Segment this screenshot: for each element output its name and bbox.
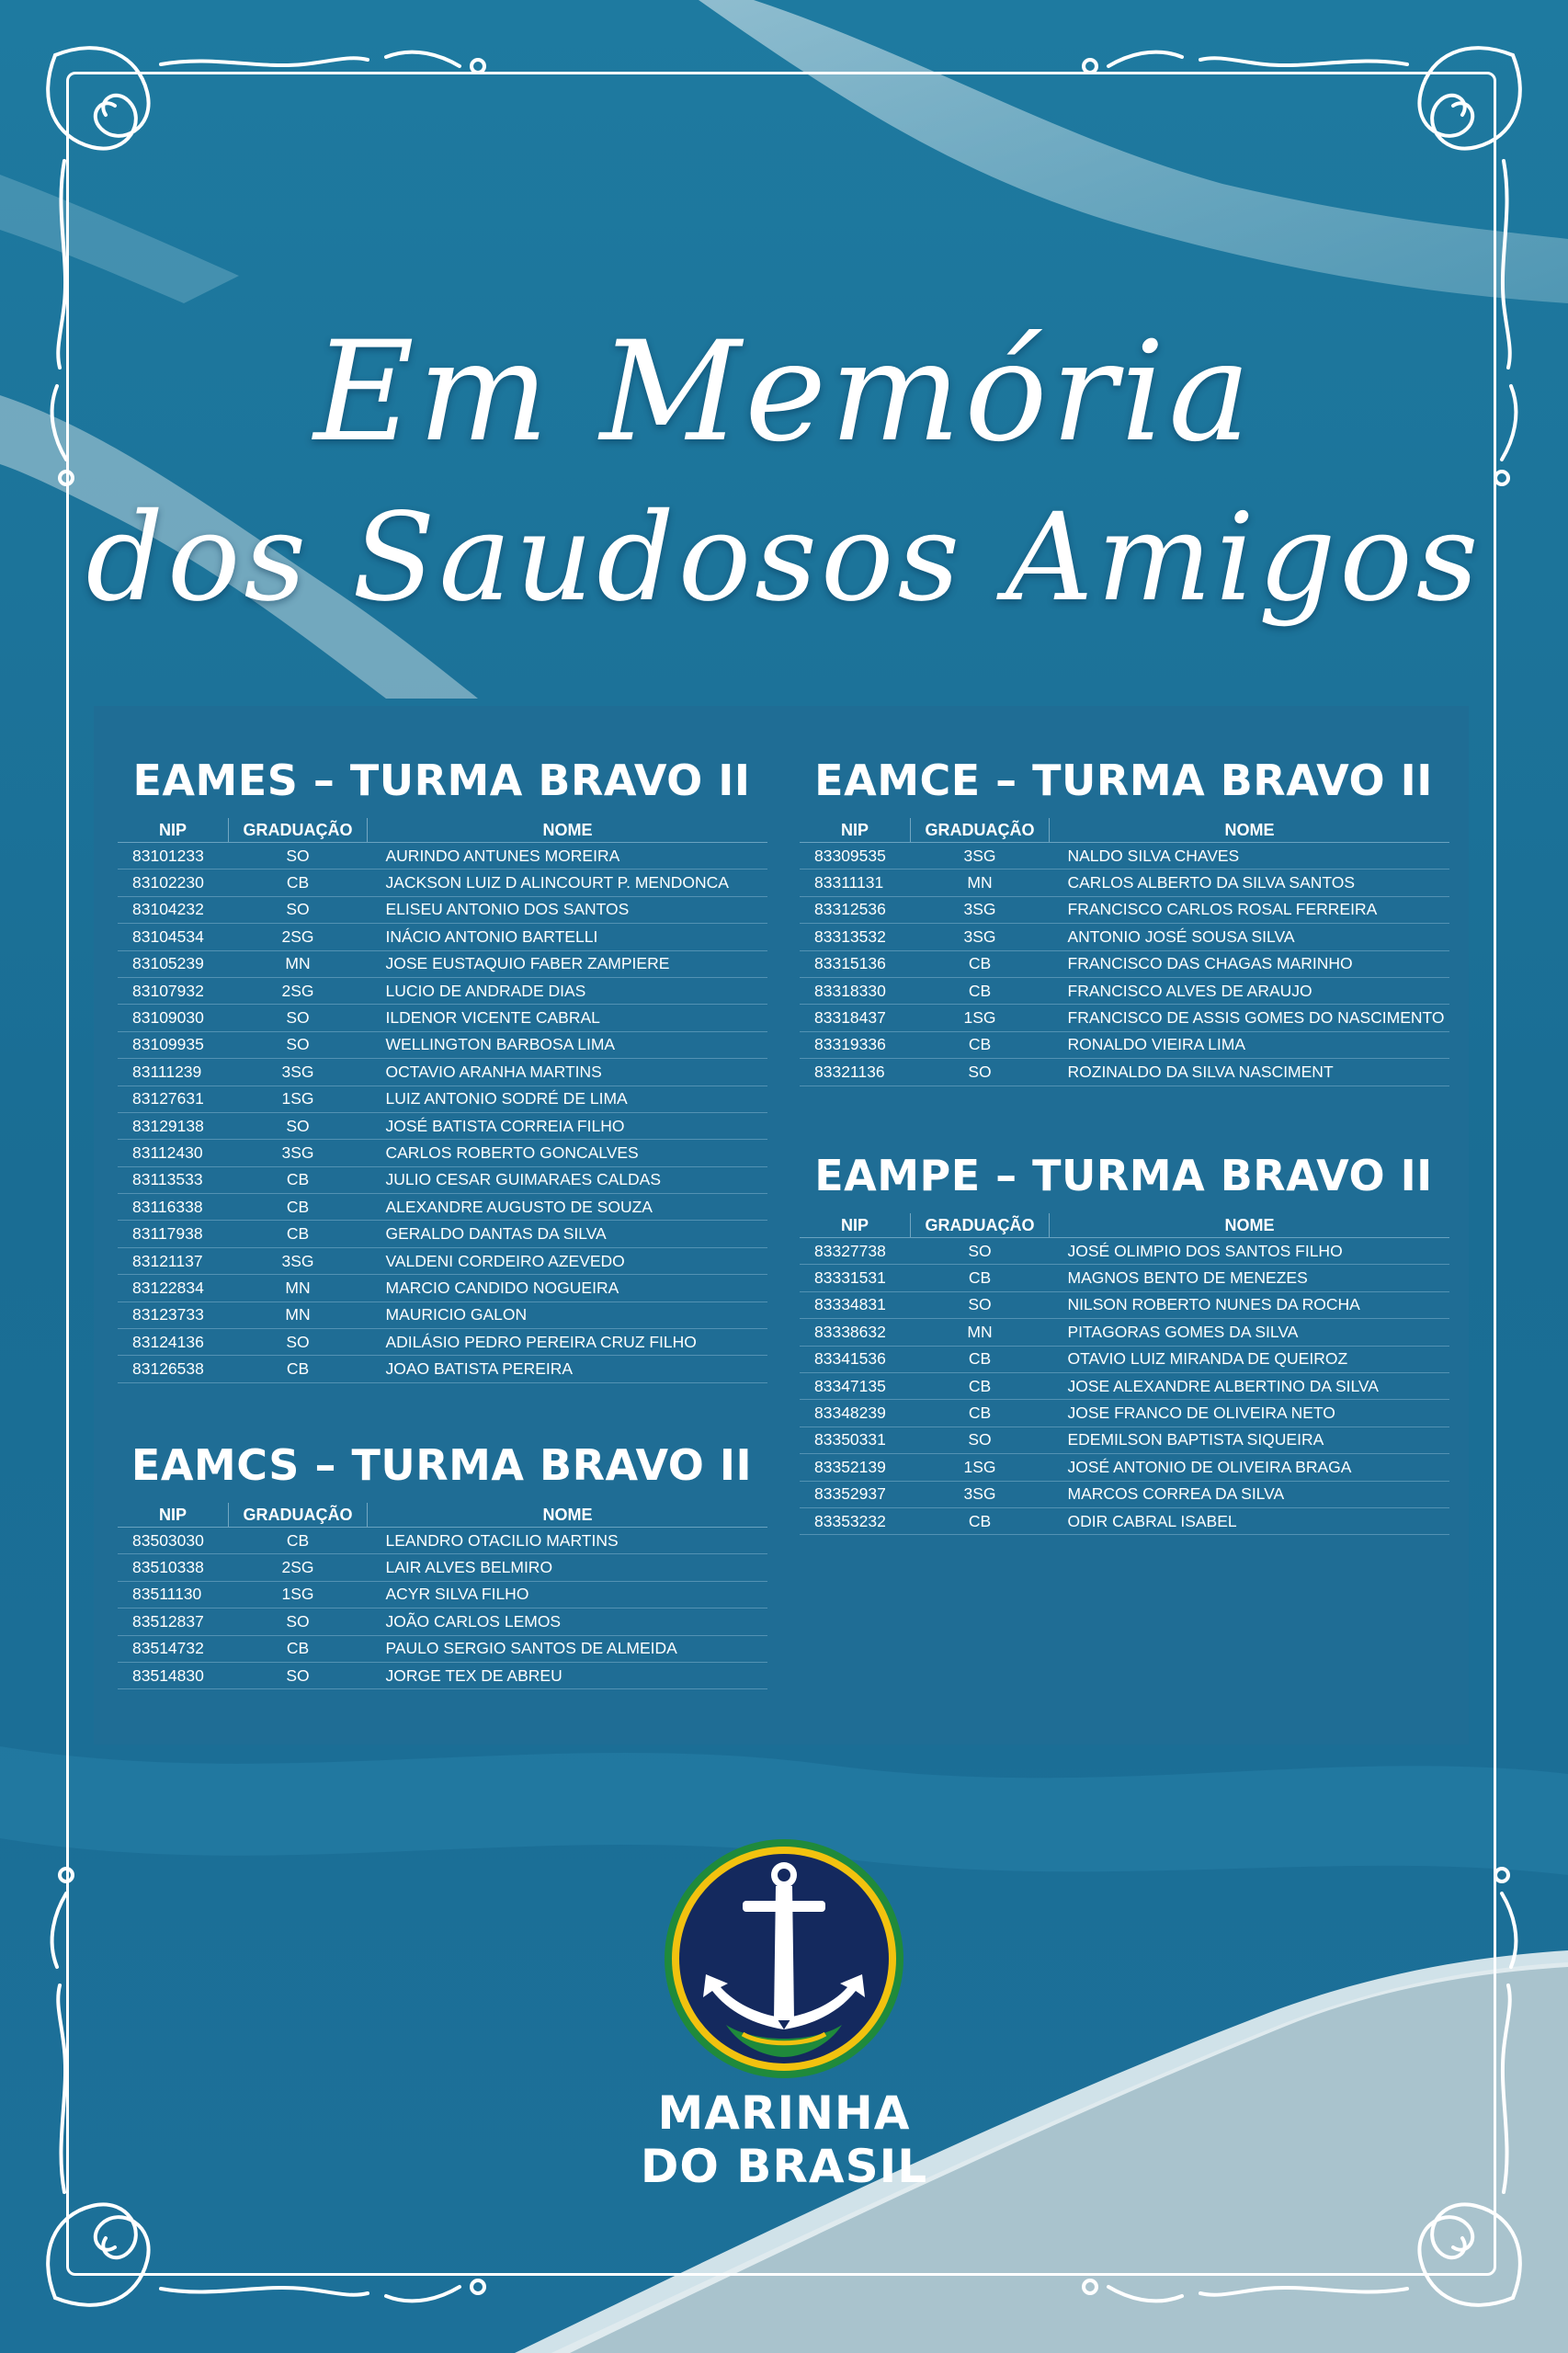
nip-cell: 83105239 xyxy=(118,950,229,977)
table-row xyxy=(118,1302,767,1328)
graduacao-cell: CB xyxy=(229,1528,368,1554)
nip-cell: 83334831 xyxy=(800,1291,911,1318)
nome-cell: INÁCIO ANTONIO BARTELLI xyxy=(368,924,768,950)
nip-cell: 83123733 xyxy=(118,1302,229,1328)
nome-cell: MARCOS CORREA DA SILVA xyxy=(1050,1481,1450,1507)
brand-line-2: DO BRASIL xyxy=(640,2140,928,2193)
memorial-table xyxy=(118,1503,767,1689)
nome-cell: LAIR ALVES BELMIRO xyxy=(368,1554,768,1581)
section-title: EAMES – TURMA BRAVO II xyxy=(132,756,751,805)
graduacao-cell: CB xyxy=(229,1635,368,1662)
nip-cell: 83514732 xyxy=(118,1635,229,1662)
nip-cell: 83318330 xyxy=(800,977,911,1004)
header-nip: NIP xyxy=(800,1213,911,1238)
graduacao-cell: MN xyxy=(911,870,1050,896)
nip-cell: 83312536 xyxy=(800,896,911,923)
table-header-row xyxy=(800,1213,1449,1238)
nome-cell: ODIR CABRAL ISABEL xyxy=(1050,1507,1450,1534)
graduacao-cell: MN xyxy=(229,1302,368,1328)
nip-cell: 83327738 xyxy=(800,1238,911,1265)
table-row xyxy=(118,1608,767,1635)
nome-cell: FRANCISCO DE ASSIS GOMES DO NASCIMENTO xyxy=(1050,1005,1450,1031)
table-row xyxy=(800,1427,1449,1453)
nome-cell: MARCIO CANDIDO NOGUEIRA xyxy=(368,1275,768,1302)
table-row xyxy=(118,1356,767,1382)
nip-cell: 83129138 xyxy=(118,1112,229,1139)
header-nome: NOME xyxy=(368,818,768,843)
table-row xyxy=(800,870,1449,896)
nip-cell: 83319336 xyxy=(800,1031,911,1058)
nip-cell: 83109030 xyxy=(118,1005,229,1031)
table-header-row xyxy=(800,818,1449,843)
table-row xyxy=(118,1247,767,1274)
nip-cell: 83111239 xyxy=(118,1059,229,1086)
table-row xyxy=(118,977,767,1004)
table-row xyxy=(800,1507,1449,1534)
header-nip: NIP xyxy=(800,818,911,843)
table-row xyxy=(800,1059,1449,1086)
graduacao-cell: SO xyxy=(229,1608,368,1635)
nome-cell: JOAO BATISTA PEREIRA xyxy=(368,1356,768,1382)
header-graduacao: GRADUAÇÃO xyxy=(911,1213,1050,1238)
table-row xyxy=(118,1528,767,1554)
table-header-row xyxy=(118,1503,767,1528)
title-line-2: dos Saudosos Amigos xyxy=(85,487,1483,629)
table-row xyxy=(800,1454,1449,1481)
table-row xyxy=(800,1481,1449,1507)
table-row xyxy=(118,1086,767,1112)
nip-cell: 83348239 xyxy=(800,1400,911,1427)
table-row xyxy=(800,1005,1449,1031)
nip-cell: 83313532 xyxy=(800,924,911,950)
graduacao-cell: MN xyxy=(229,950,368,977)
nip-cell: 83510338 xyxy=(118,1554,229,1581)
section-eamcs xyxy=(118,1437,766,1689)
graduacao-cell: SO xyxy=(229,1005,368,1031)
table-row xyxy=(118,1581,767,1608)
table-row xyxy=(118,1031,767,1058)
table-row xyxy=(800,1291,1449,1318)
nip-cell: 83101233 xyxy=(118,843,229,870)
graduacao-cell: 3SG xyxy=(229,1247,368,1274)
nome-cell: JACKSON LUIZ D ALINCOURT P. MENDONCA xyxy=(368,870,768,896)
nome-cell: ANTONIO JOSÉ SOUSA SILVA xyxy=(1050,924,1450,950)
nome-cell: JULIO CESAR GUIMARAES CALDAS xyxy=(368,1166,768,1193)
nip-cell: 83315136 xyxy=(800,950,911,977)
graduacao-cell: 1SG xyxy=(229,1581,368,1608)
table-row xyxy=(800,1372,1449,1399)
graduacao-cell: CB xyxy=(911,1031,1050,1058)
graduacao-cell: CB xyxy=(229,1166,368,1193)
table-row xyxy=(118,924,767,950)
graduacao-cell: 3SG xyxy=(229,1059,368,1086)
table-row xyxy=(800,1319,1449,1346)
nome-cell: ELISEU ANTONIO DOS SANTOS xyxy=(368,896,768,923)
graduacao-cell: 2SG xyxy=(229,924,368,950)
nome-cell: JOSÉ OLIMPIO DOS SANTOS FILHO xyxy=(1050,1238,1450,1265)
graduacao-cell: 1SG xyxy=(911,1005,1050,1031)
graduacao-cell: CB xyxy=(229,1221,368,1247)
table-row xyxy=(118,1329,767,1356)
nip-cell: 83321136 xyxy=(800,1059,911,1086)
brand-line-1: MARINHA xyxy=(657,2086,911,2140)
graduacao-cell: CB xyxy=(911,1265,1050,1291)
header-nome: NOME xyxy=(1050,818,1450,843)
nip-cell: 83109935 xyxy=(118,1031,229,1058)
graduacao-cell: 3SG xyxy=(911,843,1050,870)
graduacao-cell: MN xyxy=(911,1319,1050,1346)
header-graduacao: GRADUAÇÃO xyxy=(229,1503,368,1528)
table-row xyxy=(800,1238,1449,1265)
nome-cell: JOSÉ ANTONIO DE OLIVEIRA BRAGA xyxy=(1050,1454,1450,1481)
header-graduacao: GRADUAÇÃO xyxy=(229,818,368,843)
table-row xyxy=(800,1265,1449,1291)
header-nome: NOME xyxy=(368,1503,768,1528)
table-row xyxy=(118,1059,767,1086)
nome-cell: FRANCISCO DAS CHAGAS MARINHO xyxy=(1050,950,1450,977)
nome-cell: JOSE FRANCO DE OLIVEIRA NETO xyxy=(1050,1400,1450,1427)
graduacao-cell: SO xyxy=(229,1031,368,1058)
graduacao-cell: CB xyxy=(911,1507,1050,1534)
nip-cell: 83126538 xyxy=(118,1356,229,1382)
nip-cell: 83112430 xyxy=(118,1140,229,1166)
section-title: EAMCE – TURMA BRAVO II xyxy=(814,756,1433,805)
graduacao-cell: SO xyxy=(911,1427,1050,1453)
memorial-table xyxy=(800,1213,1449,1535)
nome-cell: ALEXANDRE AUGUSTO DE SOUZA xyxy=(368,1194,768,1221)
nome-cell: GERALDO DANTAS DA SILVA xyxy=(368,1221,768,1247)
nome-cell: NILSON ROBERTO NUNES DA ROCHA xyxy=(1050,1291,1450,1318)
nip-cell: 83107932 xyxy=(118,977,229,1004)
nome-cell: MAGNOS BENTO DE MENEZES xyxy=(1050,1265,1450,1291)
graduacao-cell: 2SG xyxy=(229,977,368,1004)
table-row xyxy=(118,1140,767,1166)
nome-cell: MAURICIO GALON xyxy=(368,1302,768,1328)
nip-cell: 83512837 xyxy=(118,1608,229,1635)
nip-cell: 83511130 xyxy=(118,1581,229,1608)
table-row xyxy=(800,950,1449,977)
header-nome: NOME xyxy=(1050,1213,1450,1238)
table-row xyxy=(800,1346,1449,1372)
graduacao-cell: 3SG xyxy=(229,1140,368,1166)
nip-cell: 83331531 xyxy=(800,1265,911,1291)
nome-cell: OCTAVIO ARANHA MARTINS xyxy=(368,1059,768,1086)
nip-cell: 83116338 xyxy=(118,1194,229,1221)
nome-cell: JOÃO CARLOS LEMOS xyxy=(368,1608,768,1635)
nip-cell: 83121137 xyxy=(118,1247,229,1274)
table-row xyxy=(800,977,1449,1004)
memorial-table xyxy=(800,818,1449,1086)
table-row xyxy=(118,1221,767,1247)
nip-cell: 83503030 xyxy=(118,1528,229,1554)
nome-cell: JOSÉ BATISTA CORREIA FILHO xyxy=(368,1112,768,1139)
graduacao-cell: SO xyxy=(911,1238,1050,1265)
memorial-table xyxy=(118,818,767,1383)
nip-cell: 83353232 xyxy=(800,1507,911,1534)
table-row xyxy=(800,1031,1449,1058)
nome-cell: PAULO SERGIO SANTOS DE ALMEIDA xyxy=(368,1635,768,1662)
nip-cell: 83113533 xyxy=(118,1166,229,1193)
nip-cell: 83338632 xyxy=(800,1319,911,1346)
nip-cell: 83104534 xyxy=(118,924,229,950)
section-eampe xyxy=(800,1147,1448,1535)
section-eames xyxy=(118,752,766,1383)
nome-cell: ACYR SILVA FILHO xyxy=(368,1581,768,1608)
table-header-row xyxy=(118,818,767,843)
table-row xyxy=(118,1275,767,1302)
nome-cell: FRANCISCO ALVES DE ARAUJO xyxy=(1050,977,1450,1004)
graduacao-cell: SO xyxy=(229,843,368,870)
nome-cell: AURINDO ANTUNES MOREIRA xyxy=(368,843,768,870)
graduacao-cell: SO xyxy=(911,1291,1050,1318)
graduacao-cell: CB xyxy=(229,870,368,896)
table-row xyxy=(118,1554,767,1581)
nome-cell: FRANCISCO CARLOS ROSAL FERREIRA xyxy=(1050,896,1450,923)
graduacao-cell: CB xyxy=(229,1356,368,1382)
section-eamce xyxy=(800,752,1448,1086)
header-nip: NIP xyxy=(118,1503,229,1528)
graduacao-cell: 1SG xyxy=(229,1086,368,1112)
nome-cell: JOSE EUSTAQUIO FABER ZAMPIERE xyxy=(368,950,768,977)
title-line-1: Em Memória xyxy=(313,313,1255,472)
graduacao-cell: SO xyxy=(229,1329,368,1356)
nip-cell: 83347135 xyxy=(800,1372,911,1399)
table-row xyxy=(118,1112,767,1139)
table-row xyxy=(118,950,767,977)
table-row xyxy=(118,1166,767,1193)
nip-cell: 83309535 xyxy=(800,843,911,870)
nome-cell: RONALDO VIEIRA LIMA xyxy=(1050,1031,1450,1058)
graduacao-cell: 2SG xyxy=(229,1554,368,1581)
graduacao-cell: CB xyxy=(229,1194,368,1221)
graduacao-cell: 1SG xyxy=(911,1454,1050,1481)
graduacao-cell: SO xyxy=(911,1059,1050,1086)
graduacao-cell: CB xyxy=(911,1346,1050,1372)
navy-anchor-emblem xyxy=(662,1836,906,2081)
nome-cell: JOSE ALEXANDRE ALBERTINO DA SILVA xyxy=(1050,1372,1450,1399)
nome-cell: LEANDRO OTACILIO MARTINS xyxy=(368,1528,768,1554)
marinha-do-brasil-wordmark xyxy=(551,2086,1017,2193)
nip-cell: 83311131 xyxy=(800,870,911,896)
section-title: EAMCS – TURMA BRAVO II xyxy=(131,1440,753,1490)
table-row xyxy=(118,896,767,923)
table-row xyxy=(118,1194,767,1221)
nome-cell: ROZINALDO DA SILVA NASCIMENT xyxy=(1050,1059,1450,1086)
nome-cell: LUIZ ANTONIO SODRÉ DE LIMA xyxy=(368,1086,768,1112)
nip-cell: 83124136 xyxy=(118,1329,229,1356)
nip-cell: 83350331 xyxy=(800,1427,911,1453)
graduacao-cell: CB xyxy=(911,977,1050,1004)
nome-cell: ILDENOR VICENTE CABRAL xyxy=(368,1005,768,1031)
nip-cell: 83127631 xyxy=(118,1086,229,1112)
nome-cell: CARLOS ROBERTO GONCALVES xyxy=(368,1140,768,1166)
nip-cell: 83341536 xyxy=(800,1346,911,1372)
graduacao-cell: CB xyxy=(911,1400,1050,1427)
nip-cell: 83122834 xyxy=(118,1275,229,1302)
nip-cell: 83318437 xyxy=(800,1005,911,1031)
graduacao-cell: 3SG xyxy=(911,924,1050,950)
nip-cell: 83117938 xyxy=(118,1221,229,1247)
graduacao-cell: SO xyxy=(229,1662,368,1688)
nome-cell: WELLINGTON BARBOSA LIMA xyxy=(368,1031,768,1058)
nip-cell: 83102230 xyxy=(118,870,229,896)
graduacao-cell: CB xyxy=(911,1372,1050,1399)
table-row xyxy=(800,1400,1449,1427)
table-row xyxy=(118,843,767,870)
nome-cell: PITAGORAS GOMES DA SILVA xyxy=(1050,1319,1450,1346)
table-row xyxy=(118,1005,767,1031)
section-title: EAMPE – TURMA BRAVO II xyxy=(814,1151,1433,1200)
table-row xyxy=(118,870,767,896)
header-graduacao: GRADUAÇÃO xyxy=(911,818,1050,843)
nome-cell: ADILÁSIO PEDRO PEREIRA CRUZ FILHO xyxy=(368,1329,768,1356)
graduacao-cell: 3SG xyxy=(911,1481,1050,1507)
nome-cell: OTAVIO LUIZ MIRANDA DE QUEIROZ xyxy=(1050,1346,1450,1372)
header-nip: NIP xyxy=(118,818,229,843)
graduacao-cell: SO xyxy=(229,1112,368,1139)
nome-cell: EDEMILSON BAPTISTA SIQUEIRA xyxy=(1050,1427,1450,1453)
nip-cell: 83104232 xyxy=(118,896,229,923)
nome-cell: LUCIO DE ANDRADE DIAS xyxy=(368,977,768,1004)
table-row xyxy=(118,1635,767,1662)
table-row xyxy=(800,924,1449,950)
table-row xyxy=(800,843,1449,870)
nome-cell: NALDO SILVA CHAVES xyxy=(1050,843,1450,870)
graduacao-cell: 3SG xyxy=(911,896,1050,923)
nip-cell: 83352139 xyxy=(800,1454,911,1481)
nome-cell: JORGE TEX DE ABREU xyxy=(368,1662,768,1688)
graduacao-cell: MN xyxy=(229,1275,368,1302)
table-row xyxy=(118,1662,767,1688)
table-row xyxy=(800,896,1449,923)
nome-cell: CARLOS ALBERTO DA SILVA SANTOS xyxy=(1050,870,1450,896)
nome-cell: VALDENI CORDEIRO AZEVEDO xyxy=(368,1247,768,1274)
graduacao-cell: SO xyxy=(229,896,368,923)
nip-cell: 83514830 xyxy=(118,1662,229,1688)
graduacao-cell: CB xyxy=(911,950,1050,977)
nip-cell: 83352937 xyxy=(800,1481,911,1507)
